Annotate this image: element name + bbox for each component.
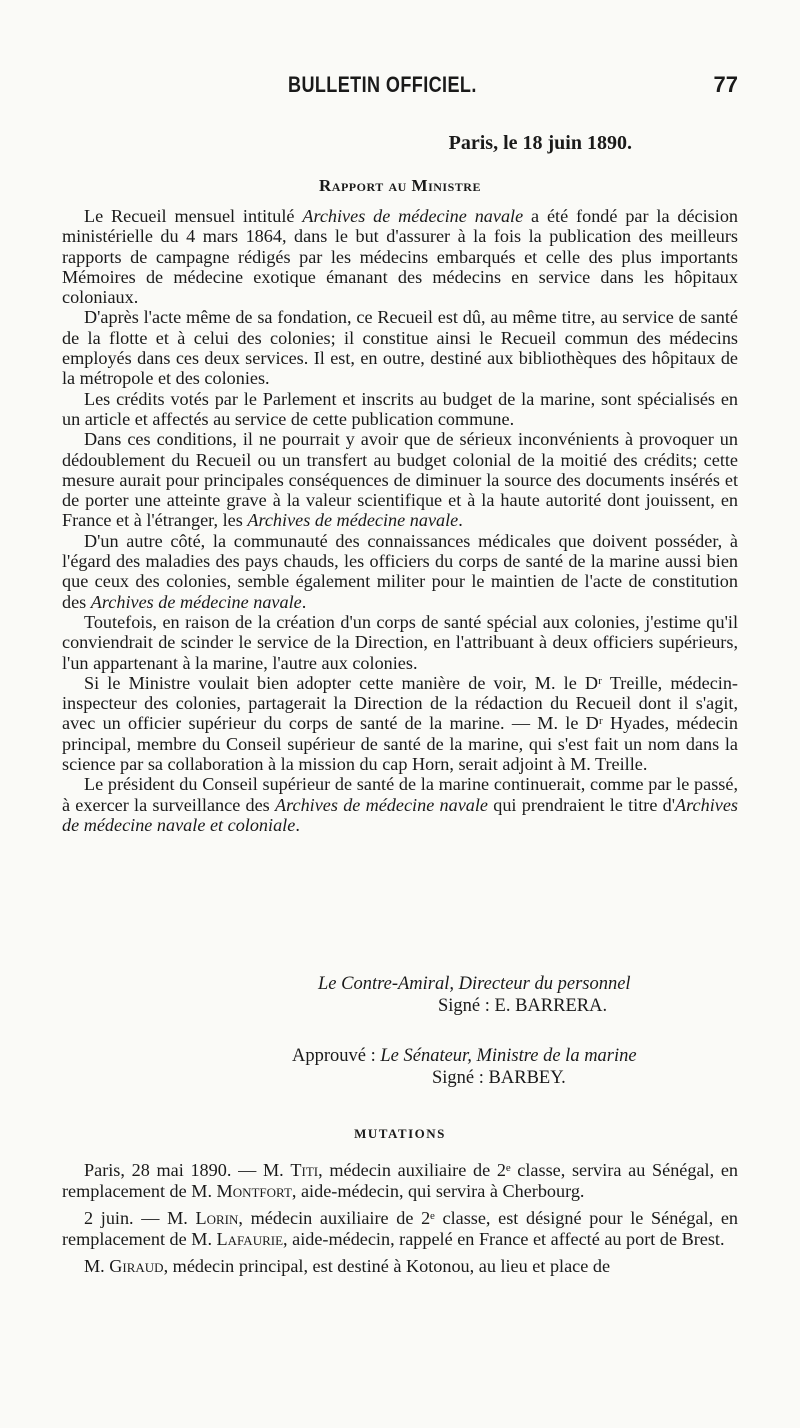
- report-paragraph: D'un autre côté, la communauté des connaissances médicales que doivent posséder, à l'égard des maladies des pays chauds, les officiers du corps de santé de la marine aussi bien que ceux des colonies, semble également militer pour le maintien de l'acte de constitution des Archives de médecine navale.: [62, 530, 738, 612]
- report-heading-text: Rapport au Ministre: [319, 176, 481, 195]
- report-paragraph: Dans ces conditions, il ne pourrait y avoir que de sérieux inconvénients à provoquer un dédoublement du Recueil ou un transfert au budget colonial de la moitié des crédits; cette mesure aurait pour principales conséquences de diminuer la source des documents insérés et de porter une atteinte grave à la valeur scientifique et à la haute autorité dont jouissent, en France et à l'étranger, les Archives de médecine navale.: [62, 429, 738, 531]
- mutation-entry: M. Giraud, médecin principal, est destiné à Kotonou, au lieu et place de: [84, 1256, 611, 1276]
- bulletin-title: BULLETIN OFFICIEL.: [288, 72, 477, 97]
- report-paragraph: Si le Ministre voulait bien adopter cette manière de voir, M. le Dʳ Treille, médecin-inspecteur des colonies, partagerait la Direction de la rédaction du Recueil dont il s'agit, avec un officier supérieur du corps de santé de la marine. — M. le Dʳ Hyades, médecin principal, membre du Conseil supérieur de santé de la marine, qui s'est fait un nom dans la science par sa collaboration à la mission du cap Horn, serait adjoint à M. Treille.: [62, 672, 738, 775]
- mutation-entry: Paris, 28 mai 1890. — M. Titi, médecin auxiliaire de 2ᵉ classe, servira au Sénégal, en remplacement de M. Montfort, aide-médecin, qui servira à Cherbourg.: [62, 1160, 738, 1201]
- report-paragraph: Le président du Conseil supérieur de santé de la marine continuerait, comme par le passé, à exercer la surveillance des Archives de médecine navale qui prendraient le titre d'Archives de médecine navale et coloniale.: [62, 774, 738, 835]
- approval-line: Approuvé : Le Sénateur, Ministre de la marine: [292, 1046, 637, 1066]
- signature-director-title: Le Contre-Amiral, Directeur du personnel: [318, 974, 631, 994]
- report-paragraph: D'après l'acte même de sa fondation, ce Recueil est dû, au même titre, au service de santé de la flotte et à celui des colonies; il constitue ainsi le Recueil commun des médecins employés dans ces deux services. Il est, en outre, destiné aux bibliothèques des hôpitaux de la métropole et des colonies.: [62, 307, 738, 389]
- report-heading: [0, 176, 800, 196]
- mutations-body: [62, 1160, 738, 1283]
- running-header: [288, 72, 738, 102]
- report-paragraph: Toutefois, en raison de la création d'un corps de santé spécial aux colonies, j'estime qu'il conviendrait de scinder le service de la Direction, en l'attribuant à deux officiers supérieurs, l'un appartenant à la marine, l'autre aux colonies.: [62, 611, 738, 673]
- mutations-heading: MUTATIONS: [354, 1126, 446, 1141]
- dateline: Paris, le 18 juin 1890.: [448, 132, 632, 154]
- signature-barrera: Signé : E. BARRERA.: [438, 996, 608, 1016]
- signature-barbey: Signé : BARBEY.: [432, 1068, 566, 1088]
- page-number: 77: [713, 72, 738, 97]
- report-body: [62, 206, 738, 835]
- report-paragraph: Les crédits votés par le Parlement et inscrits au budget de la marine, sont spécialisés en un article et affectés au service de cette publication commune.: [62, 388, 738, 429]
- report-paragraph: Le Recueil mensuel intitulé Archives de médecine navale a été fondé par la décision ministérielle du 4 mars 1864, dans le but d'assurer à la fois la publication des meilleurs rapports de campagne rédigés par les médecins embarqués et celle des plus importants Mémoires de médecine exotique émanant des médecins en service dans les hôpitaux coloniaux.: [62, 206, 739, 308]
- mutation-entry: 2 juin. — M. Lorin, médecin auxiliaire de 2ᵉ classe, est désigné pour le Sénégal, en remplacement de M. Lafaurie, aide-médecin, rappelé en France et affecté au port de Brest.: [62, 1208, 738, 1249]
